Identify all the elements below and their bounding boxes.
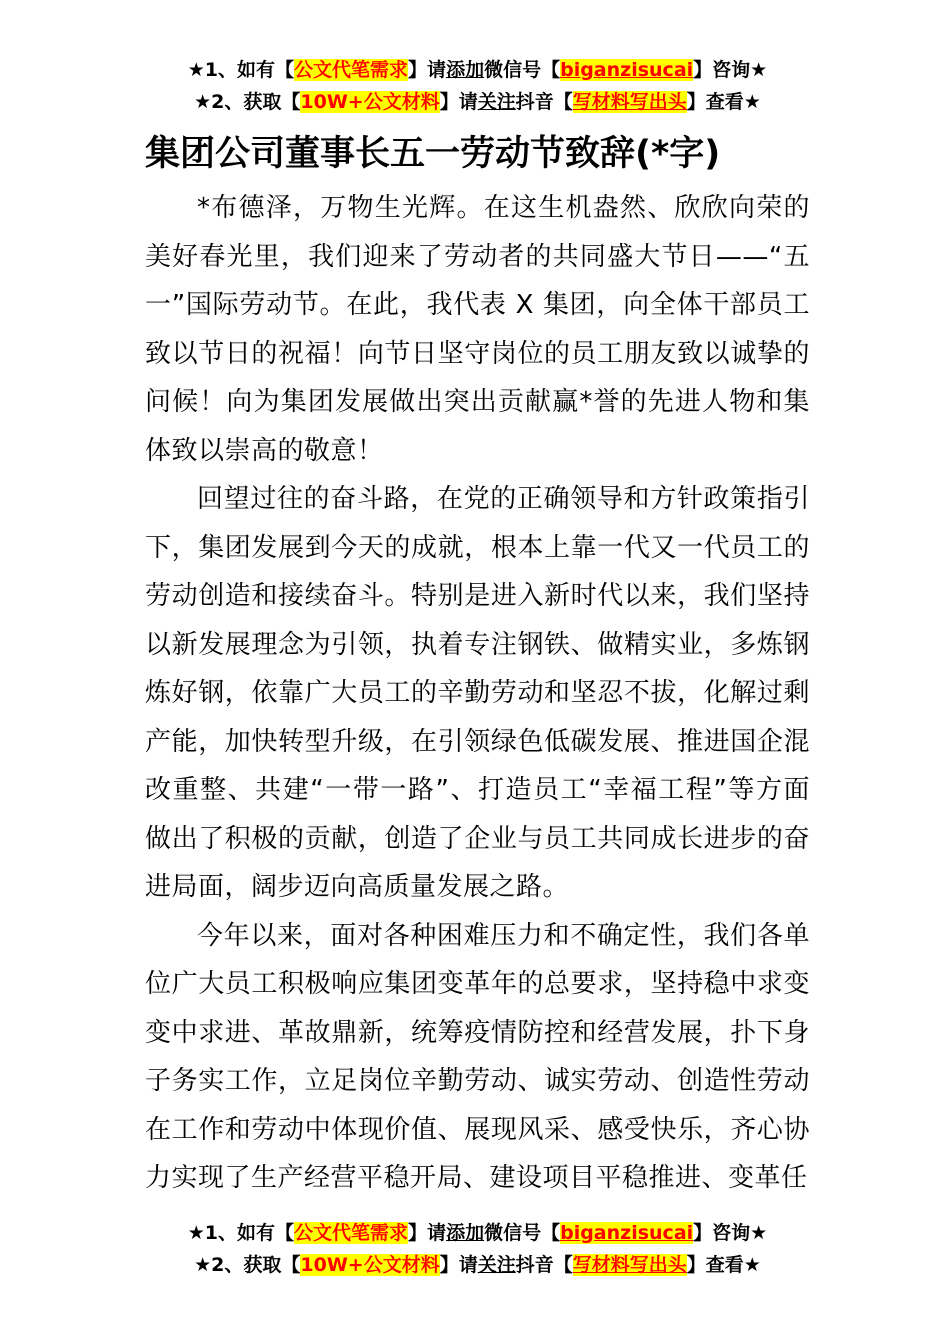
promo-highlight-writing-service: 公文代笔需求 xyxy=(294,1221,409,1244)
promo-text: ★2、获取【 xyxy=(194,1253,301,1276)
promo-text: 】查看★ xyxy=(686,1253,761,1276)
promo-wechat-id: biganzisucai xyxy=(560,1221,694,1244)
promo-text: 】查看★ xyxy=(686,91,761,113)
paragraph-3: 今年以来，面对各种困难压力和不确定性，我们各单位广大员工积极响应集团变革年的总要求，坚持稳中求变变中求进、革故鼎新，统筹疫情防控和经营发展，扑下身子务实工作，立足岗位辛勤劳动、诚实劳动、创造性劳动在工作和劳动中体现价值、展现风采、感受快乐，齐心协力实现了生产经营平稳开局、建设项目平稳推进、变革任 xyxy=(145,920,810,1193)
promo-text: ★1、如有【 xyxy=(187,59,295,81)
paragraph-1: *布德泽，万物生光辉。在这生机盎然、欣欣向荣的美好春光里，我们迎来了劳动者的共同盛大节日——“五一”国际劳动节。在此，我代表 X 集团，向全体干部员工致以节日的祝福！向节日坚守岗位的员工朋友致以诚挚的问候！向为集团发展做出突出贡献赢*誉的先进人物和集体致以崇高的敬意！ xyxy=(145,193,810,466)
promo-text: ★1、如有【 xyxy=(187,1221,295,1244)
promo-highlight-materials: 10W+公文材料 xyxy=(300,1253,440,1276)
promo-text: 】请 xyxy=(439,1253,478,1276)
promo-text: 抖音【 xyxy=(515,91,573,113)
promo-douyin-id: 写材料写出头 xyxy=(572,91,687,113)
promo-header xyxy=(145,54,810,118)
promo-header-line-2 xyxy=(145,86,810,118)
promo-footer-line-1 xyxy=(145,1217,810,1249)
promo-text: 】咨询★ xyxy=(693,59,768,81)
promo-highlight-materials: 10W+公文材料 xyxy=(300,91,440,113)
promo-footer xyxy=(145,1217,810,1281)
promo-underline-add: 添加 xyxy=(446,1221,485,1244)
promo-header-line-1 xyxy=(145,54,810,86)
promo-douyin-id: 写材料写出头 xyxy=(572,1253,687,1276)
promo-underline-follow: 关注 xyxy=(477,1253,516,1276)
promo-text: 】请 xyxy=(408,59,447,81)
promo-text: 】请 xyxy=(408,1221,447,1244)
promo-highlight-writing-service: 公文代笔需求 xyxy=(294,59,409,81)
paragraph-2: 回望过往的奋斗路，在党的正确领导和方针政策指引下，集团发展到今天的成就，根本上靠一代又一代员工的劳动创造和接续奋斗。特别是进入新时代以来，我们坚持以新发展理念为引领，执着专注钢铁、做精实业，多炼钢炼好钢，依靠广大员工的辛勤劳动和坚忍不拔，化解过剩产能，加快转型升级，在引领绿色低碳发展、推进国企混改重整、共建“一带一路”、打造员工“幸福工程”等方面做出了积极的贡献，创造了企业与员工共同成长进步的奋进局面，阔步迈向高质量发展之路。 xyxy=(145,484,810,902)
promo-text: 】请 xyxy=(439,91,478,113)
promo-text: 微信号【 xyxy=(484,1221,561,1244)
promo-text: 】咨询★ xyxy=(693,1221,768,1244)
promo-wechat-id: biganzisucai xyxy=(560,59,694,81)
document-title: 集团公司董事长五一劳动节致辞(*字) xyxy=(145,134,721,174)
promo-text: 微信号【 xyxy=(484,59,561,81)
promo-underline-add: 添加 xyxy=(446,59,485,81)
promo-text: 抖音【 xyxy=(515,1253,573,1276)
promo-text: ★2、获取【 xyxy=(194,91,301,113)
promo-underline-follow: 关注 xyxy=(477,91,516,113)
promo-footer-line-2 xyxy=(145,1249,810,1281)
